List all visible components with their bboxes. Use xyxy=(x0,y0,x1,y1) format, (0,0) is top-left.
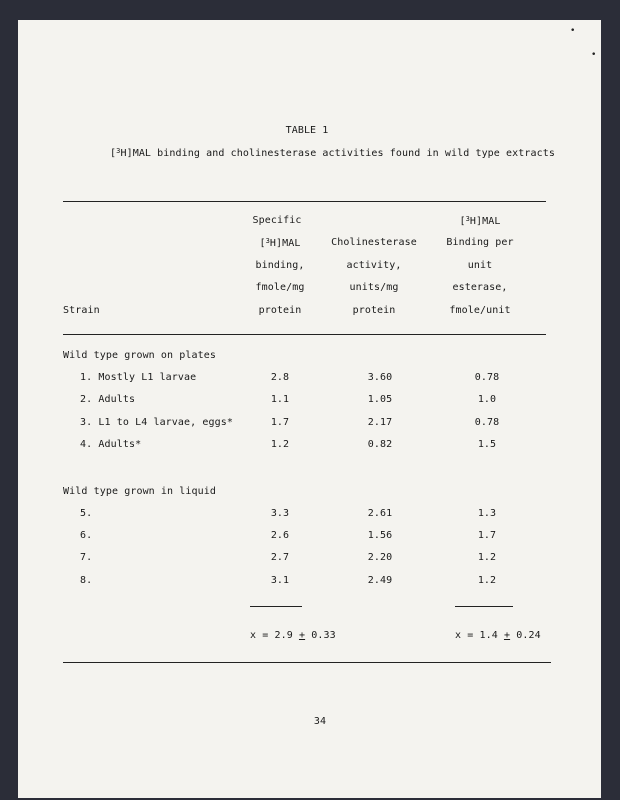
page-number: 34 xyxy=(313,716,327,727)
binding-mean: x = 2.9 + 0.33 xyxy=(250,630,336,641)
row-label: 8. xyxy=(80,575,93,586)
header-rule xyxy=(63,334,546,335)
col2-header-line2: activity, xyxy=(346,260,402,271)
row-label: 2. Adults xyxy=(80,394,136,405)
row-label: 1. Mostly L1 larvae xyxy=(80,372,197,383)
document-page xyxy=(18,20,601,798)
binding-cell: 2.8 xyxy=(270,372,290,383)
group-title-plates: Wild type grown on plates xyxy=(63,350,217,361)
row-label: 4. Adults* xyxy=(80,439,142,450)
activity-cell: 3.60 xyxy=(367,372,393,383)
binding-cell: 2.7 xyxy=(270,552,290,563)
activity-cell: 2.61 xyxy=(367,508,393,519)
corner-mark-top: • xyxy=(570,26,576,36)
col2-header-line1: Cholinesterase xyxy=(331,237,417,248)
binding-cell: 1.1 xyxy=(270,394,290,405)
ratio-cell: 1.5 xyxy=(477,439,497,450)
ratio-cell: 1.0 xyxy=(477,394,497,405)
bottom-rule xyxy=(63,662,551,663)
col3-header-line5: fmole/unit xyxy=(449,305,511,316)
ratio-cell: 0.78 xyxy=(474,372,500,383)
col2-header-line4: protein xyxy=(352,305,396,316)
ratio-cell: 0.78 xyxy=(474,417,500,428)
activity-cell: 2.17 xyxy=(367,417,393,428)
col3-header-line3: unit xyxy=(467,260,493,271)
binding-cell: 3.3 xyxy=(270,508,290,519)
ratio-cell: 1.7 xyxy=(477,530,497,541)
activity-cell: 2.49 xyxy=(367,575,393,586)
col1-header-line5: protein xyxy=(258,305,302,316)
binding-cell: 3.1 xyxy=(270,575,290,586)
table-caption: [$^3$H]MAL binding and cholinesterase activities found in wild type extracts xyxy=(110,147,556,159)
col1-header-line1: Specific xyxy=(252,215,302,226)
binding-cell: 1.2 xyxy=(270,439,290,450)
ratio-sum-rule xyxy=(455,606,513,607)
col2-header-line3: units/mg xyxy=(349,282,399,293)
group-title-liquid: Wild type grown in liquid xyxy=(63,486,217,497)
row-label: 6. xyxy=(80,530,93,541)
col1-header-line4: fmole/mg xyxy=(255,282,305,293)
col1-header-line2: [$^3$H]MAL xyxy=(259,237,301,249)
col3-header-line4: esterase, xyxy=(452,282,508,293)
col1-header-line3: binding, xyxy=(255,260,305,271)
binding-sum-rule xyxy=(250,606,302,607)
table-number: TABLE 1 xyxy=(285,125,329,136)
ratio-cell: 1.3 xyxy=(477,508,497,519)
ratio-mean: x = 1.4 + 0.24 xyxy=(455,630,541,641)
top-rule xyxy=(63,201,546,202)
row-label: 5. xyxy=(80,508,93,519)
ratio-cell: 1.2 xyxy=(477,575,497,586)
binding-cell: 1.7 xyxy=(270,417,290,428)
activity-cell: 1.05 xyxy=(367,394,393,405)
col3-header-line2: Binding per xyxy=(446,237,514,248)
activity-cell: 2.20 xyxy=(367,552,393,563)
ratio-cell: 1.2 xyxy=(477,552,497,563)
activity-cell: 1.56 xyxy=(367,530,393,541)
corner-mark-side: • xyxy=(591,50,597,60)
binding-cell: 2.6 xyxy=(270,530,290,541)
row-label: 7. xyxy=(80,552,93,563)
activity-cell: 0.82 xyxy=(367,439,393,450)
row-label: 3. L1 to L4 larvae, eggs* xyxy=(80,417,234,428)
strain-header: Strain xyxy=(63,305,100,316)
col3-header-line1: [$^3$H]MAL xyxy=(459,215,501,227)
